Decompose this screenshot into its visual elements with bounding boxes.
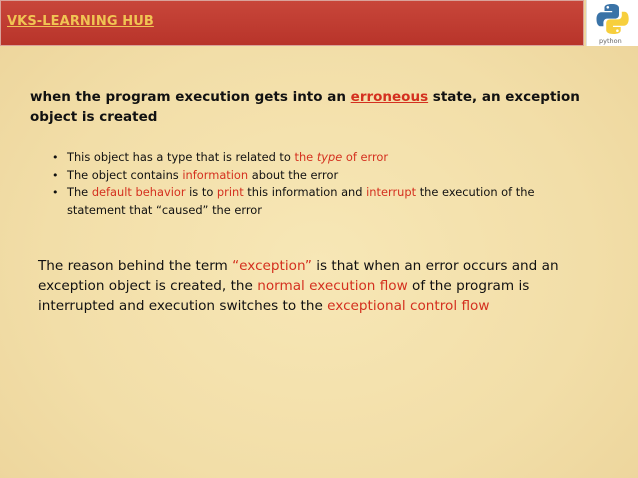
bullet-text: This object has a type that is related to xyxy=(67,150,295,164)
python-wordmark: python xyxy=(599,37,622,45)
para-highlight: exceptional control flow xyxy=(327,298,490,314)
bullet-highlight: the xyxy=(294,150,317,164)
header-bar xyxy=(0,0,584,46)
bullet-highlight: default behavior xyxy=(91,185,186,199)
bullet-item xyxy=(52,184,592,219)
heading-text-1: when the program execution gets into an xyxy=(30,89,351,105)
bullet-text: The object contains xyxy=(67,167,183,182)
para-text: The reason behind the term xyxy=(38,258,233,274)
para-highlight: normal execution flow xyxy=(257,278,408,294)
bullet-text: The xyxy=(67,185,92,199)
bullet-highlight: type xyxy=(316,150,343,164)
bullet-list xyxy=(52,149,592,219)
explanation-paragraph xyxy=(38,256,608,316)
para-highlight: “exception” xyxy=(232,258,312,274)
heading-text-2: state, an exception object is created xyxy=(30,89,580,125)
bullet-item xyxy=(52,167,592,185)
brand-title: VKS-LEARNING HUB xyxy=(7,14,154,29)
bullet-item xyxy=(52,149,592,167)
slide-heading xyxy=(30,87,590,127)
python-logo-icon xyxy=(587,0,638,38)
python-logo xyxy=(586,0,638,46)
bullet-dot-icon: • xyxy=(52,151,59,164)
bullet-highlight: interrupt xyxy=(366,185,417,199)
heading-highlight: erroneous xyxy=(350,89,429,105)
para-text: of the program is interrupted and execution switches to the xyxy=(38,278,530,314)
bullet-text: is to xyxy=(185,185,217,199)
bullet-text: this information and xyxy=(243,185,367,199)
bullet-text: about the error xyxy=(248,167,339,182)
para-text: is that when an error occurs and an exception object is created, the xyxy=(38,258,559,294)
bullet-text: the execution of the statement that “caused” the error xyxy=(67,185,535,217)
bullet-highlight: of error xyxy=(342,150,389,164)
bullet-highlight: information xyxy=(182,167,249,182)
bullet-highlight: print xyxy=(216,185,244,199)
bullet-dot-icon: • xyxy=(52,168,59,182)
bullet-dot-icon: • xyxy=(52,186,59,199)
